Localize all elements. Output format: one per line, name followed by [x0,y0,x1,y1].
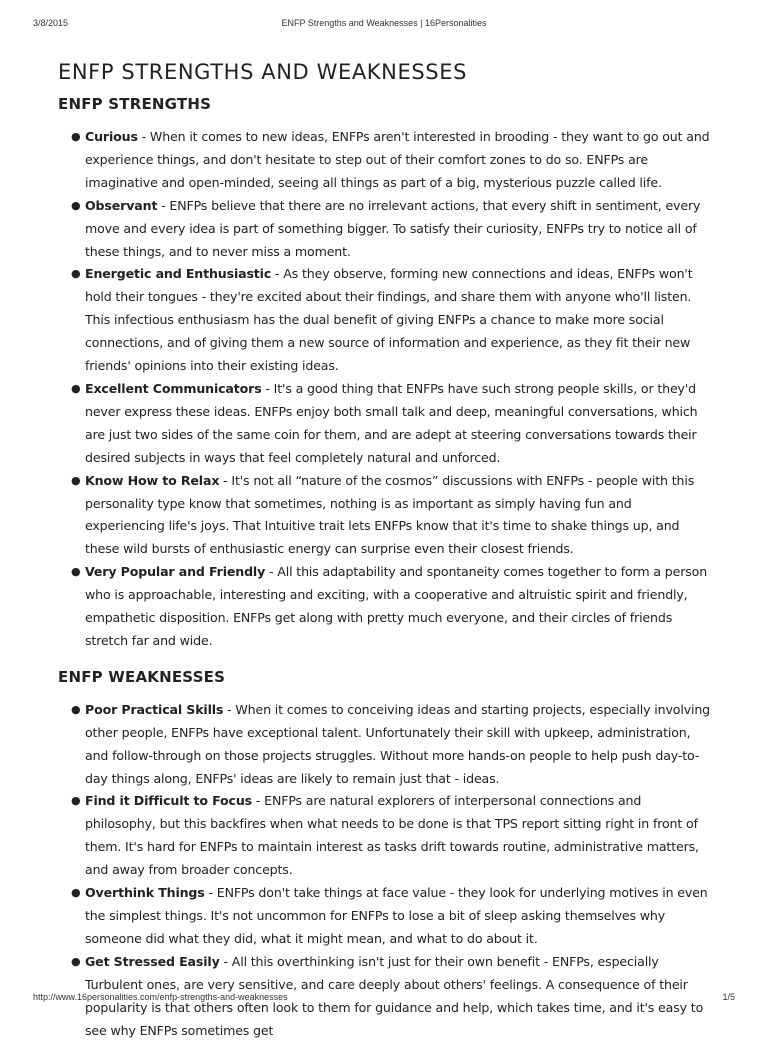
print-header [33,18,735,32]
trait-name: Curious [85,129,138,144]
trait-description: - ENFPs are natural explorers of interpersonal connections and philosophy, but this backfires when what needs to be done is that TPS report sitting right in front of them. It's hard for ENFPs to maintain interest as tasks drift towards routine, administrative matters, and away from broader concepts. [85,793,699,878]
trait-description: - All this adaptability and spontaneity comes together to form a person who is approachable, interesting and exciting, with a cooperative and altruistic spirit and friendly, empathetic disposition. ENFPs get along with pretty much everyone, and their circles of friends stretch far and wide. [85,564,708,648]
page-number: 1/5 [722,992,735,1002]
print-document-title: ENFP Strengths and Weaknesses | 16Personalities [281,18,487,28]
strength-item [58,263,714,378]
bullet-icon: ● [71,702,81,716]
trait-name: Overthink Things [85,885,205,901]
page-title: ENFP STRENGTHS AND WEAKNESSES [58,60,467,84]
trait-name: Poor Practical Skills [85,701,224,717]
bullet-icon: ● [71,565,81,579]
trait-description: - When it comes to conceiving ideas and starting projects, especially involving other people, ENFPs have exceptional talent. Unfortunately their skill with upkeep, administration, and follow-through on those projects struggles. Without more hands-on people to help push day-to-day things along, ENFPs' ideas are likely to remain just that - ideas. [85,701,711,786]
weakness-item [58,699,714,791]
bullet-icon: ● [71,381,81,395]
strength-item [58,561,714,653]
trait-description: - ENFPs believe that there are no irrelevant actions, that every shift in sentiment, every move and every idea is part of something bigger. To satisfy their curiosity, ENFPs try to notice all of these things, and to never miss a moment. [85,197,701,259]
trait-name: Energetic and Enthusiastic [85,266,272,282]
page-url: http://www.16personalities.com/enfp-strengths-and-weaknesses [33,992,288,1002]
weakness-item [58,882,714,951]
trait-name: Know How to Relax [85,472,220,488]
strength-item [58,378,714,470]
weakness-item [58,790,714,882]
bullet-icon: ● [71,130,81,143]
trait-description: - It's not all “nature of the cosmos” discussions with ENFPs - people with this personality type know that sometimes, nothing is as important as simply having fun and experiencing life's joys. That Intuitive trait lets ENFPs know that it's time to shake things up, and these wild bursts of enthusiastic energy can surprise even their closest friends. [85,472,695,557]
weaknesses-list [58,699,714,1042]
print-date: 3/8/2015 [33,18,69,28]
trait-description: - ENFPs don't take things at face value - they look for underlying motives in even the simplest things. It's not uncommon for ENFPs to lose a bit of sleep asking themselves why someone did what they did, what it might mean, and what to do about it. [85,885,708,946]
trait-name: Observant [85,197,158,213]
bullet-icon: ● [71,267,81,281]
article-content [58,52,714,1042]
trait-name: Excellent Communicators [85,380,262,396]
trait-description: - It's a good thing that ENFPs have such strong people skills, or they'd never express these ideas. ENFPs enjoy both small talk and deep, meaningful conversations, which are just two sides of the same coin for them, and are adept at steering conversations towards their desired subjects in ways that feel completely natural and unforced. [85,380,698,465]
trait-description: - When it comes to new ideas, ENFPs aren't interested in brooding - they want to go out and experience things, and don't hesitate to step out of their comfort zones to do so. ENFPs are imaginative and open-minded, seeing all things as part of a big, mysterious puzzle called life. [85,129,710,190]
strength-item [58,126,714,195]
trait-name: Find it Difficult to Focus [85,793,253,809]
trait-description: - As they observe, forming new connections and ideas, ENFPs won't hold their tongues - they're excited about their findings, and share them with anyone who'll listen. This infectious enthusiasm has the dual benefit of giving ENFPs a chance to make more social connections, and of giving them a new source of information and experience, as they fit their new friends' opinions into their existing ideas. [85,266,693,374]
bullet-icon: ● [71,473,81,487]
bullet-icon: ● [71,954,81,968]
weaknesses-heading: ENFP WEAKNESSES [58,667,226,686]
strength-item [58,195,714,264]
strengths-list [58,126,714,653]
trait-name: Get Stressed Easily [85,953,220,969]
strengths-heading: ENFP STRENGTHS [58,95,212,113]
bullet-icon: ● [71,198,81,212]
bullet-icon: ● [71,886,81,900]
trait-description: - All this overthinking isn't just for their own benefit - ENFPs, especially Turbulent ones, are very sensitive, and care deeply about others' feelings. A consequence of their popularity is that others often look to them for guidance and help, which takes time, and it's easy to see why ENFPs sometimes get [85,953,704,1038]
bullet-icon: ● [71,794,81,808]
strength-item [58,470,714,562]
trait-name: Very Popular and Friendly [85,564,266,580]
print-footer [33,992,735,1006]
